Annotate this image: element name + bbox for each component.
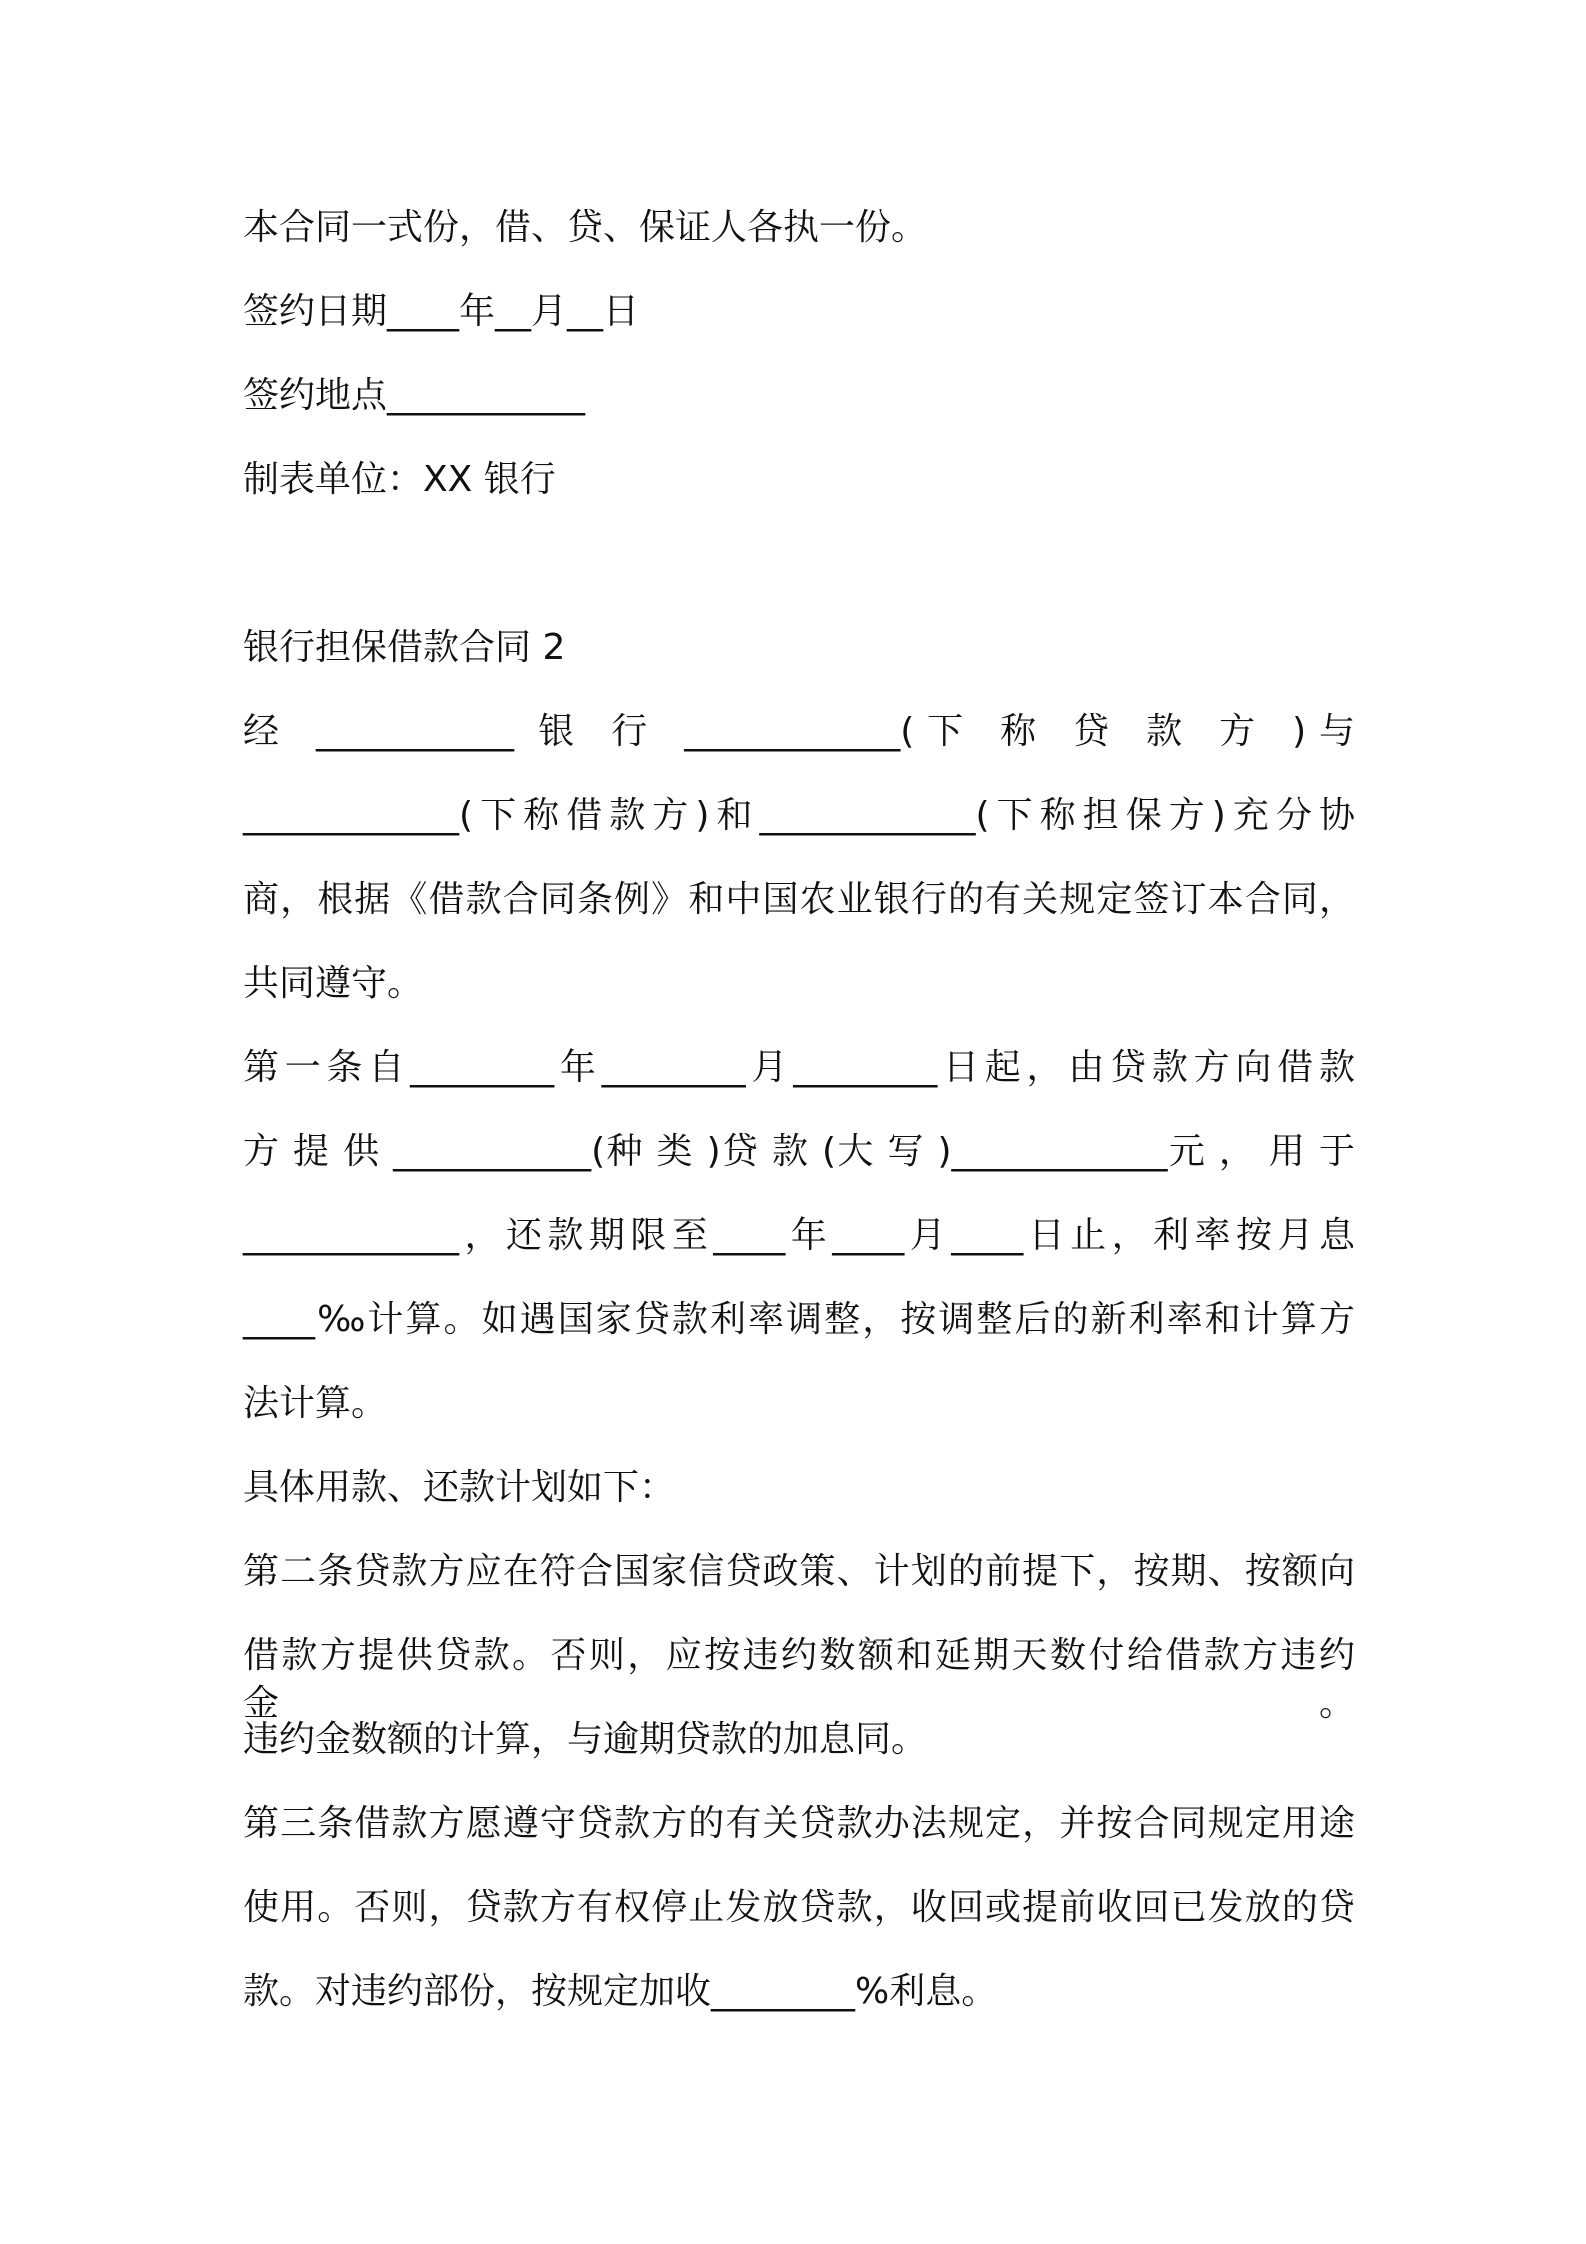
signing-date-line: 签约日期____年__月__日 — [243, 291, 640, 332]
article-1-line-2: 方 提 供 ___________(种 类 )贷 款 (大 写 )____________元 ， 用 于 — [243, 1131, 1355, 1172]
preamble-line-2: ____________(下称借款方)和____________(下称担保方)充分协 — [243, 795, 1355, 836]
preamble-line-4: 共同遵守。 — [243, 963, 424, 1004]
copies-clause: 本合同一式份，借、贷、保证人各执一份。 — [243, 207, 928, 248]
article-3-line-2: 使用。否则，贷款方有权停止发放贷款，收回或提前收回已发放的贷 — [243, 1887, 1355, 1928]
article-2-line-2: 借款方提供贷款。否则，应按违约数额和延期天数付给借款方违约金。 — [243, 1635, 1355, 1724]
signing-place-line: 签约地点___________ — [243, 375, 586, 416]
issuing-unit-line: 制表单位：XX 银行 — [243, 459, 556, 500]
article-1-line-1: 第一条自________年________月________日起，由贷款方向借款 — [243, 1047, 1355, 1088]
article-3-line-3: 款。对违约部份，按规定加收________%利息。 — [243, 1971, 998, 2012]
preamble-line-3: 商，根据《借款合同条例》和中国农业银行的有关规定签订本合同， — [243, 879, 1355, 920]
article-1-line-5: 法计算。 — [243, 1383, 388, 1424]
article-1-line-3: ____________，还款期限至____年____月____日止，利率按月息 — [243, 1215, 1355, 1256]
loan-plan-line: 具体用款、还款计划如下： — [243, 1467, 676, 1508]
contract-title: 银行担保借款合同 2 — [243, 627, 566, 668]
preamble-line-1: 经 ___________ 银 行 ____________(下 称 贷 款 方 )与 — [243, 711, 1355, 752]
article-2-line-1: 第二条贷款方应在符合国家信贷政策、计划的前提下，按期、按额向 — [243, 1551, 1355, 1592]
article-3-line-1: 第三条借款方愿遵守贷款方的有关贷款办法规定，并按合同规定用途 — [243, 1803, 1355, 1844]
article-2-line-3: 违约金数额的计算，与逾期贷款的加息同。 — [243, 1719, 928, 1760]
article-1-line-4: ____‰计算。如遇国家贷款利率调整，按调整后的新利率和计算方 — [243, 1299, 1355, 1340]
